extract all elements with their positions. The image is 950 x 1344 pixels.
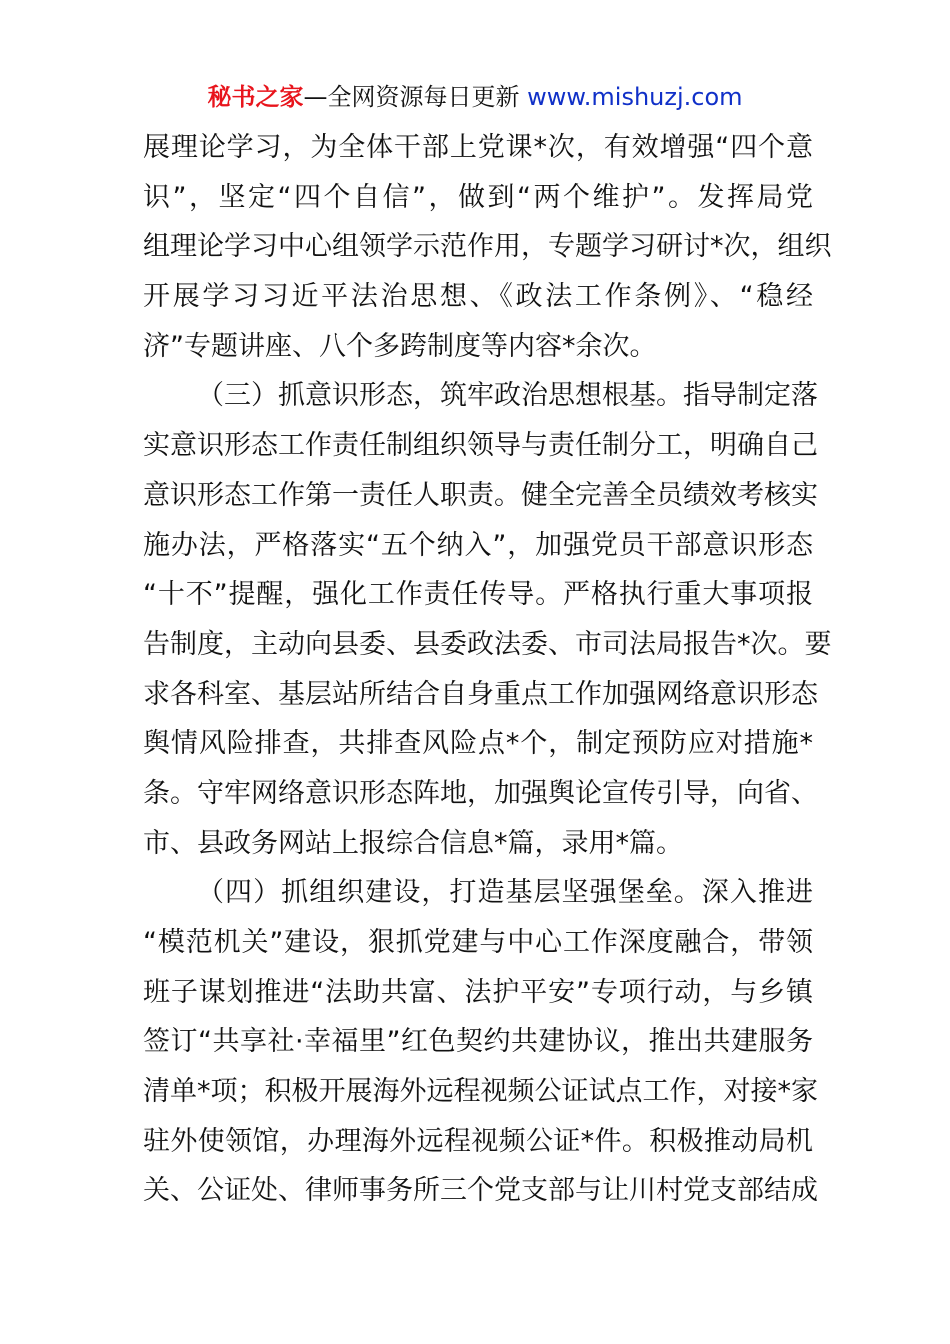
site-tagline: —全网资源每日更新 — [303, 83, 528, 111]
text-line: 组理论学习中心组领学示范作用，专题学习研讨*次，组织 — [143, 231, 832, 263]
text-line: 清单*项；积极开展海外远程视频公证试点工作，对接*家 — [143, 1076, 818, 1108]
text-line: 市、县政务网站上报综合信息*篇，录用*篇。 — [143, 827, 683, 859]
text-line: 实意识形态工作责任制组织领导与责任制分工，明确自己 — [143, 430, 818, 462]
document-body — [143, 123, 832, 1216]
site-url-link[interactable]: www.mishuzj.com — [527, 83, 743, 111]
text-line: 条。守牢网络意识形态阵地，加强舆论宣传引导，向省、 — [143, 777, 818, 809]
text-line: 关、公证处、律师事务所三个党支部与让川村党支部结成 — [143, 1175, 818, 1207]
text-line: 识”，坚定“四个自信”，做到“两个维护”。发挥局党 — [143, 181, 813, 213]
text-line: 开展学习习近平法治思想、《政法工作条例》、“稳经 — [143, 281, 813, 313]
text-line: 舆情风险排查，共排查风险点*个，制定预防应对措施* — [143, 728, 813, 760]
text-line: 签订“共享社·幸福里”红色契约共建协议，推出共建服务 — [143, 1026, 813, 1058]
site-header — [0, 80, 950, 114]
text-line: 施办法，严格落实“五个纳入”，加强党员干部意识形态 — [143, 529, 813, 561]
text-line: 驻外使领馆，办理海外远程视频公证*件。积极推动局机 — [143, 1125, 813, 1157]
text-line: 班子谋划推进“法助共富、法护平安”专项行动，与乡镇 — [143, 976, 813, 1008]
section-heading-line: （三）抓意识形态，筑牢政治思想根基。指导制定落 — [197, 380, 818, 412]
text-line: 意识形态工作第一责任人职责。健全完善全员绩效考核实 — [143, 479, 818, 511]
section-heading-line: （四）抓组织建设，打造基层坚强堡垒。深入推进 — [197, 877, 813, 909]
text-line: 展理论学习，为全体干部上党课*次，有效增强“四个意 — [143, 132, 813, 163]
site-brand: 秘书之家 — [207, 83, 304, 111]
text-line: “十不”提醒，强化工作责任传导。严格执行重大事项报 — [143, 579, 813, 611]
text-line: 求各科室、基层站所结合自身重点工作加强网络意识形态 — [143, 678, 818, 710]
text-line: 济”专题讲座、八个多跨制度等内容*余次。 — [143, 330, 657, 362]
text-line: “模范机关”建设，狠抓党建与中心工作深度融合，带领 — [143, 927, 813, 958]
text-line: 告制度，主动向县委、县委政法委、市司法局报告*次。要 — [143, 628, 832, 660]
